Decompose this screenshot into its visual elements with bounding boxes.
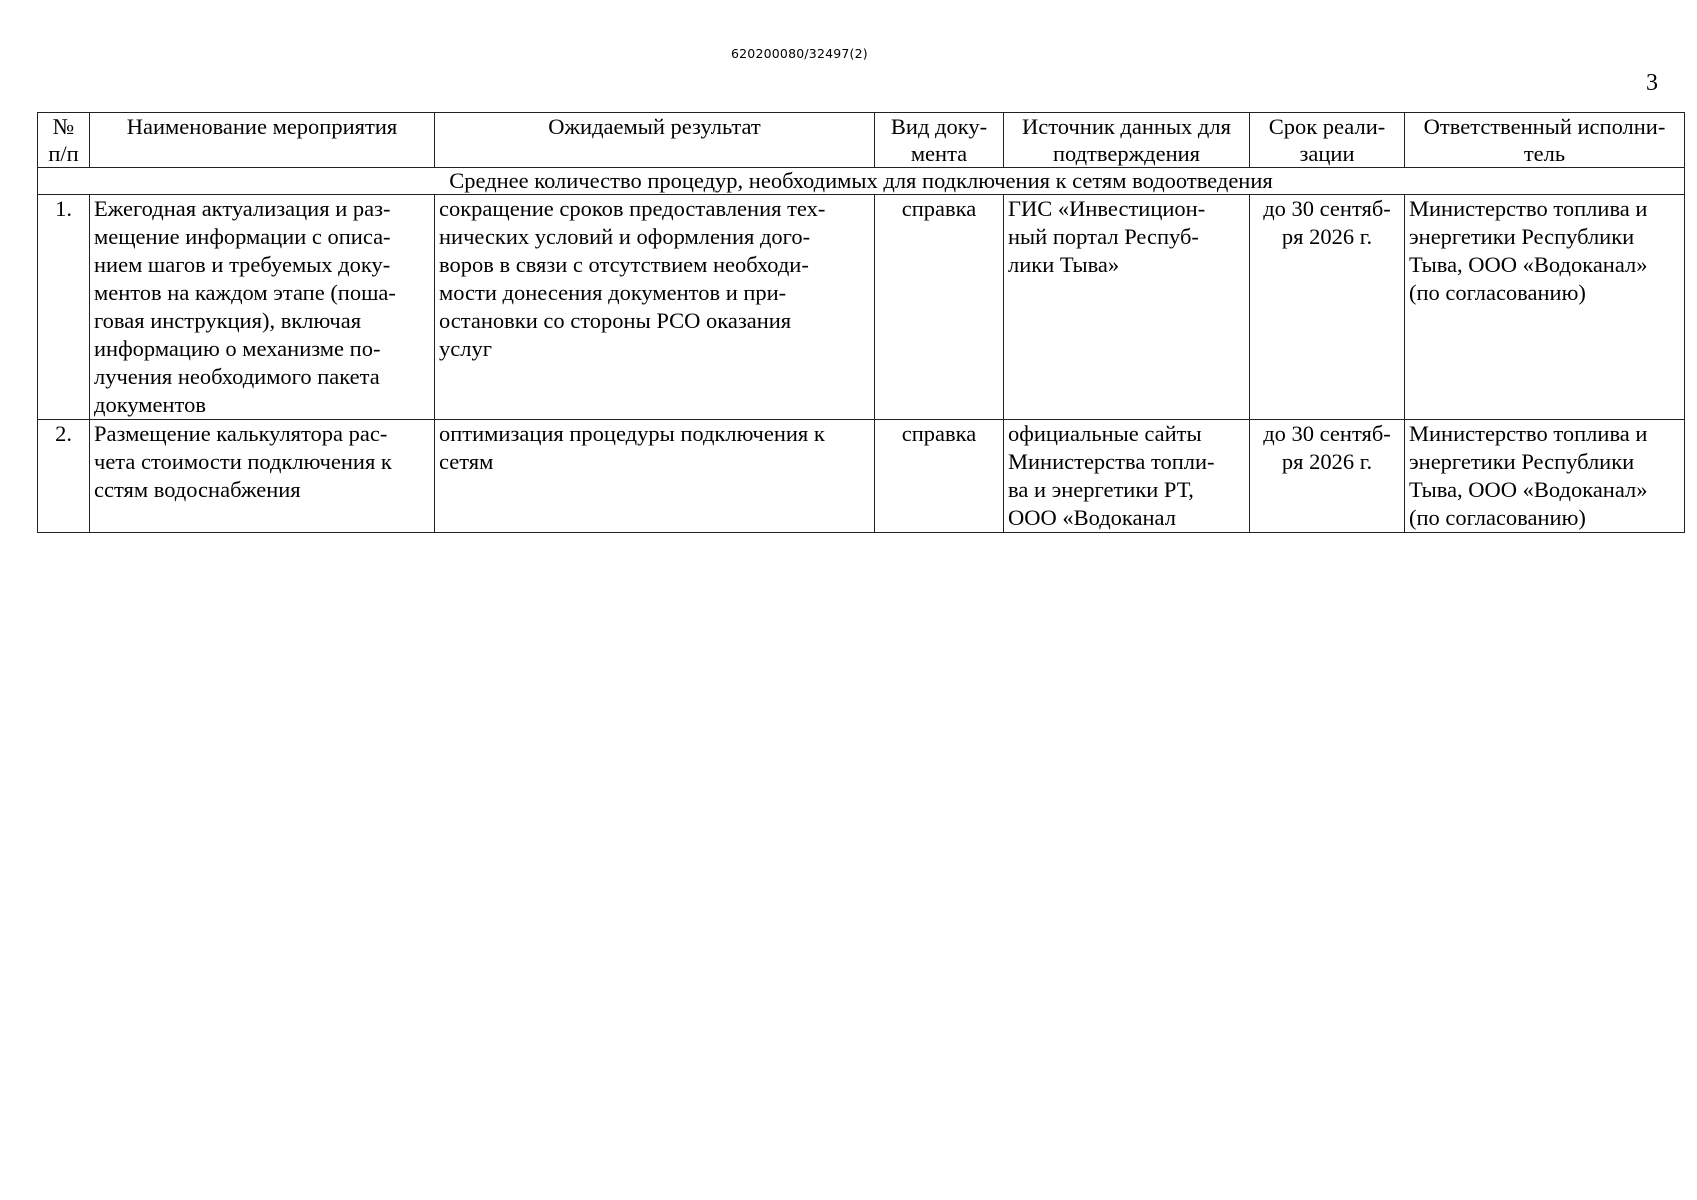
table-header-row [38, 113, 1685, 168]
measures-table [37, 112, 1685, 533]
row-doc-type: справка [875, 195, 1004, 420]
header-source: Источник данных для подтверждения [1004, 113, 1250, 168]
page-number: 3 [1646, 70, 1658, 96]
row-executor: Министерство топлива и энергетики Республики Тыва, ООО «Водоканал» (по согласованию) [1405, 195, 1685, 420]
row-deadline: до 30 сентяб- ря 2026 г. [1250, 420, 1405, 533]
row-executor: Министерство топлива и энергетики Республики Тыва, ООО «Водоканал» (по согласованию) [1405, 420, 1685, 533]
row-num: 1. [38, 195, 90, 420]
table-row [38, 420, 1685, 533]
row-source: ГИС «Инвестицион- ный портал Респуб- лики Тыва» [1004, 195, 1250, 420]
header-doc-type: Вид доку- мента [875, 113, 1004, 168]
document-number: 620200080/32497(2) [731, 46, 868, 61]
header-result: Ожидаемый результат [435, 113, 875, 168]
section-row [38, 168, 1685, 195]
row-num: 2. [38, 420, 90, 533]
header-name: Наименование мероприятия [90, 113, 435, 168]
header-executor: Ответственный исполни- тель [1405, 113, 1685, 168]
row-source: официальные сайты Министерства топли- ва и энергетики РТ, ООО «Водоканал [1004, 420, 1250, 533]
row-result: сокращение сроков предоставления тех- нических условий и оформления дого- воров в связи с отсутствием необходи- мости донесения документов и при- остановки со стороны РСО оказания услуг [435, 195, 875, 420]
header-deadline: Срок реали- зации [1250, 113, 1405, 168]
table-row [38, 195, 1685, 420]
row-doc-type: справка [875, 420, 1004, 533]
row-deadline: до 30 сентяб- ря 2026 г. [1250, 195, 1405, 420]
section-title: Среднее количество процедур, необходимых для подключения к сетям водоотведения [38, 168, 1685, 195]
header-num: № п/п [38, 113, 90, 168]
row-result: оптимизация процедуры подключения к сетям [435, 420, 875, 533]
row-name: Ежегодная актуализация и раз- мещение информации с описа- нием шагов и требуемых доку- ментов на каждом этапе (поша- говая инструкция), включая информацию о механизме по- лучения необходимого пакета документов [90, 195, 435, 420]
row-name: Размещение калькулятора рас- чета стоимости подключения к сстям водоснабжения [90, 420, 435, 533]
